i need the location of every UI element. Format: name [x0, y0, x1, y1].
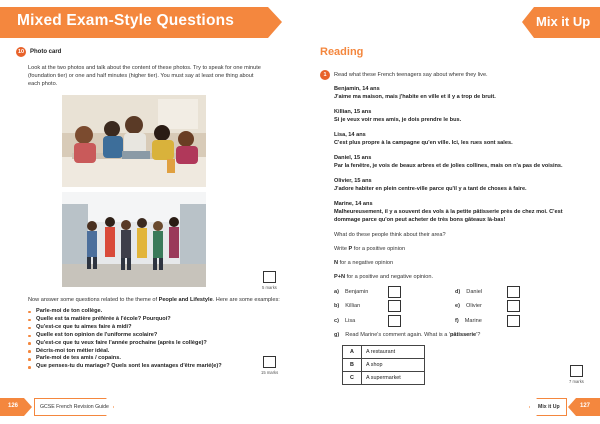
photo-students-classroom	[62, 95, 206, 187]
answer-letter: f)	[455, 318, 459, 324]
instruction-key: P	[348, 246, 353, 252]
instruction-text: for a positive and negative opinion.	[345, 274, 434, 280]
theme-prompt-text: Now answer some questions related to the theme of	[28, 297, 159, 303]
answer-letter: b)	[334, 303, 340, 309]
teen-name: Killian, 15 ans	[334, 109, 372, 115]
footer-label: GCSE French Revision Guide	[40, 404, 109, 410]
answer-row	[455, 289, 482, 295]
instruction-negative	[334, 259, 393, 267]
page-number: 126	[8, 403, 19, 409]
table-row[interactable]	[343, 359, 425, 372]
instruction-both	[334, 273, 433, 281]
theme-prompt-end: . Here are some examples:	[212, 297, 280, 303]
option-key: A	[343, 346, 362, 359]
option-key: B	[343, 359, 362, 372]
marks-label: 7 marks	[569, 379, 584, 384]
list-item: Qu'est-ce que tu aimes faire à midi?	[28, 324, 222, 332]
marks-label: 15 marks	[261, 370, 279, 375]
instruction-positive	[334, 245, 405, 253]
answer-letter: a)	[334, 289, 339, 295]
answer-box-olivier[interactable]	[507, 300, 520, 312]
answer-box-lisa[interactable]	[388, 315, 401, 327]
teen-quote: Si je veux voir mes amis, je dois prendre le bus.	[334, 117, 462, 123]
teen-name: Benjamin, 14 ans	[334, 86, 380, 92]
question-text: What do these people think about their area?	[334, 232, 446, 238]
theme-prompt	[28, 296, 280, 304]
table-row[interactable]	[343, 372, 425, 385]
question-number: 1	[320, 70, 330, 80]
option-key: C	[343, 372, 362, 385]
instruction-prefix: Write	[334, 246, 349, 252]
option-text: A restaurant	[362, 346, 425, 359]
option-text: A shop	[362, 359, 425, 372]
question-g-word: pâtisserie	[450, 332, 477, 338]
marks-answer-box[interactable]	[263, 356, 276, 368]
answer-letter: d)	[455, 289, 461, 295]
list-item: Décris-moi ton métier idéal.	[28, 348, 222, 356]
teen-name: Olivier, 15 ans	[334, 178, 372, 184]
answer-box-benjamin[interactable]	[388, 286, 401, 298]
list-item: Parle-moi de tes amis / copains.	[28, 355, 222, 363]
instruction-key: N	[334, 260, 339, 266]
section-tab-label: Mix it Up	[536, 14, 591, 29]
instruction-line: Look at the two photos and talk about the content of these photos. Try to speak for one minute	[28, 65, 261, 71]
question-g-letter: g)	[334, 332, 340, 338]
instruction-text: for a positive opinion	[352, 246, 406, 252]
teen-quote: dommage parce qu'on peut acheter de très bons gâteaux là-bas!	[334, 217, 506, 223]
answer-box-killian[interactable]	[388, 300, 401, 312]
example-questions-list	[28, 308, 222, 371]
question-g-text: Read Marine's comment again. What is a '	[345, 332, 451, 338]
question-g	[334, 332, 480, 338]
table-row[interactable]	[343, 346, 425, 359]
answer-name: Olivier	[465, 303, 482, 309]
teen-name: Marine, 14 ans	[334, 201, 373, 207]
page-title: Mixed Exam-Style Questions	[17, 12, 235, 29]
answer-name: Daniel	[466, 289, 483, 295]
answer-row	[334, 289, 368, 295]
list-item: Quelle est ton opinion de l'uniforme scolaire?	[28, 332, 222, 340]
question-heading: Photo card	[30, 49, 62, 55]
theme-name: People and Lifestyle	[158, 297, 213, 303]
options-table	[342, 345, 425, 385]
section-heading: Reading	[320, 46, 364, 58]
list-item: Quelle est ta matière préférée à l'école? Pourquoi?	[28, 316, 222, 324]
teen-quote: Malheureusement, il y a souvent des vols à la petite pâtisserie près de chez moi. C'est	[334, 209, 563, 215]
photo-students-hallway	[62, 192, 206, 287]
teen-quote: Par la fenêtre, je vois de beaux arbres et de jolies collines, mais on n'a pas de voisins.	[334, 163, 563, 169]
answer-row	[334, 318, 355, 324]
footer-label: Mix it Up	[538, 404, 560, 410]
list-item: Parle-moi de ton collège.	[28, 308, 222, 316]
question-number: 10	[17, 49, 25, 55]
teen-name: Lisa, 14 ans	[334, 132, 366, 138]
answer-box-daniel[interactable]	[507, 286, 520, 298]
list-item: Que penses-tu du mariage? Quels sont les avantages d'être marié(e)?	[28, 363, 222, 371]
instruction-key: P+N	[334, 274, 346, 280]
marks-answer-box[interactable]	[263, 271, 276, 283]
instruction-text: for a negative opinion	[338, 260, 394, 266]
teen-quote: J'aime ma maison, mais j'habite en ville et il y a trop de bruit.	[334, 94, 496, 100]
answer-name: Killian	[345, 303, 361, 309]
answer-row	[334, 303, 360, 309]
answer-name: Lisa	[344, 318, 356, 324]
instruction-line: (foundation tier) or one and half minutes (higher tier). You must say at least one thing about	[28, 73, 254, 79]
marks-label: 5 marks	[262, 285, 277, 290]
teen-quote: C'est plus propre à la campagne qu'en ville. Ici, les rues sont sales.	[334, 140, 513, 146]
answer-name: Marine	[464, 318, 482, 324]
page-number: 127	[580, 403, 591, 409]
list-item: Qu'est-ce que tu veux faire l'année prochaine (après le collège)?	[28, 340, 222, 348]
answer-row	[455, 303, 482, 309]
answer-row	[455, 318, 482, 324]
question-intro: Read what these French teenagers say about where they live.	[334, 72, 488, 78]
teen-quote: J'adore habiter en plein centre-ville parce qu'il y a tant de choses à faire.	[334, 186, 527, 192]
answer-name: Benjamin	[344, 289, 369, 295]
question-g-end: '?	[476, 332, 481, 338]
marks-answer-box[interactable]	[570, 365, 583, 377]
answer-letter: c)	[334, 318, 339, 324]
answer-letter: e)	[455, 303, 460, 309]
option-text: A supermarket	[362, 372, 425, 385]
instruction-line: each photo.	[28, 81, 58, 87]
teen-name: Daniel, 15 ans	[334, 155, 372, 161]
answer-box-marine[interactable]	[507, 315, 520, 327]
